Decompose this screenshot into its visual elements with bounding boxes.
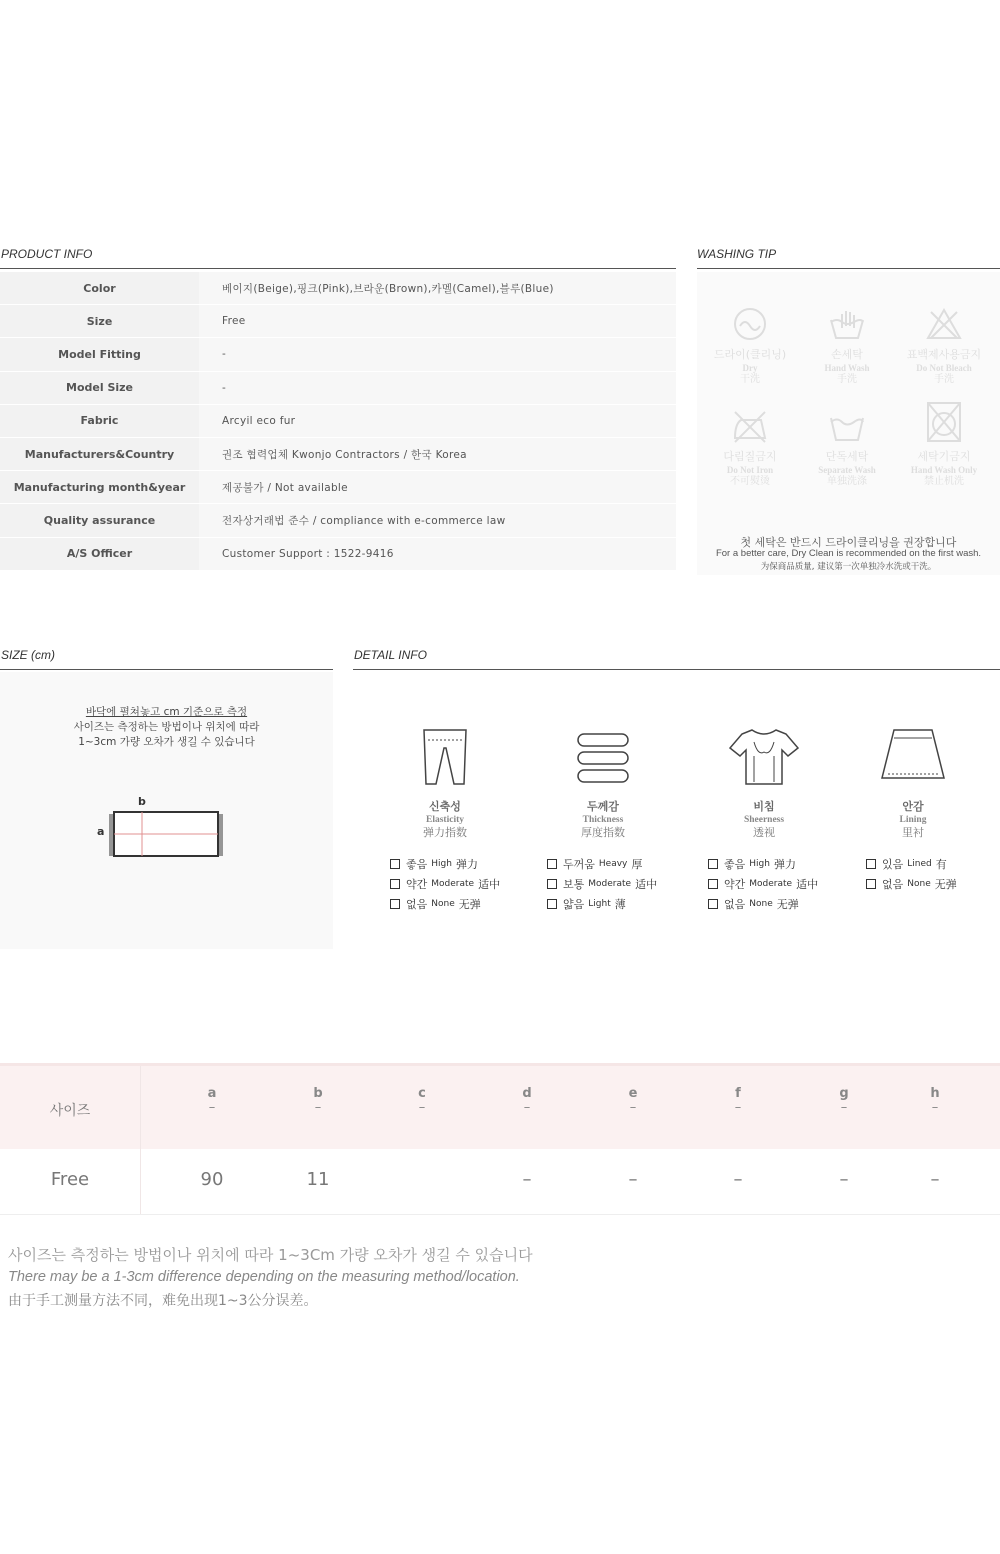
- product-info-value: -: [199, 372, 676, 404]
- product-info-value: Customer Support : 1522-9416: [199, 538, 676, 570]
- wash-label-en: Dry: [742, 363, 758, 373]
- size-table-column-name: c: [418, 1086, 426, 1101]
- detail-label-ko: 두께감: [587, 800, 619, 813]
- size-table-column-header: [288, 1086, 348, 1115]
- detail-label-ko: 비침: [753, 800, 775, 813]
- detail-label-zh: 弹力指数: [423, 826, 467, 839]
- shirt-icon: [728, 726, 800, 788]
- size-table-row: [0, 1149, 1000, 1215]
- scarf-diagram-icon: [108, 810, 224, 860]
- detail-label-zh: 厚度指数: [581, 826, 625, 839]
- product-info-row: [0, 438, 676, 471]
- product-info-label: Manufacturing month&year: [0, 471, 199, 503]
- size-table-cell: –: [839, 1169, 849, 1190]
- product-info-label: A/S Officer: [0, 538, 199, 570]
- product-info-label: Fabric: [0, 405, 199, 437]
- size-diagram-label-b: b: [138, 795, 146, 808]
- option-zh: 弹力: [455, 858, 478, 871]
- layers-icon: [576, 726, 630, 788]
- option-en: High: [431, 859, 452, 869]
- option-en: Light: [588, 899, 611, 909]
- product-info-label: Size: [0, 305, 199, 337]
- no-bleach-icon: [925, 306, 963, 342]
- option-en: None: [907, 879, 931, 889]
- product-info-value: 베이지(Beige),핑크(Pink),브라운(Brown),카멜(Camel),블루(Blue): [199, 272, 676, 304]
- wash-label-ko: 표백제사용금지: [906, 348, 982, 361]
- wash-label-zh: 干洗: [740, 374, 760, 385]
- checkbox-icon: [390, 879, 400, 889]
- product-info-value: 전자상거래법 준수 / compliance with e-commerce law: [199, 504, 676, 536]
- size-table-column-header: [392, 1086, 452, 1115]
- size-table-column-dash: –: [629, 1100, 637, 1115]
- size-table-cell: –: [628, 1169, 638, 1190]
- wash-label-en: Hand Wash: [824, 363, 870, 373]
- checkbox-icon: [547, 879, 557, 889]
- size-table-divider: [140, 1149, 141, 1214]
- option-zh: 无弹: [934, 878, 957, 891]
- product-info-row: [0, 504, 676, 537]
- wash-label-zh: 手洗: [837, 374, 857, 385]
- option-elasticity-moderate[interactable]: [390, 876, 500, 892]
- option-en: Moderate: [431, 879, 475, 889]
- wash-label-zh: 不可熨烫: [730, 476, 770, 487]
- option-elasticity-high[interactable]: [390, 856, 478, 872]
- size-table-column-header: [182, 1086, 242, 1115]
- detail-label-ko: 신축성: [429, 800, 461, 813]
- size-table-header-label: 사이즈: [49, 1103, 91, 1119]
- option-zh: 适中: [635, 878, 658, 891]
- size-table-column-name: e: [628, 1086, 638, 1101]
- detail-label-en: Lining: [899, 815, 927, 825]
- wash-label-en: Do Not Iron: [726, 465, 774, 475]
- detail-label-en: Elasticity: [426, 815, 464, 825]
- wash-note-zh: 为保商品质量, 建议第一次单独冷水洗或干洗。: [760, 562, 937, 572]
- option-en: None: [431, 899, 455, 909]
- option-en: Moderate: [749, 879, 793, 889]
- option-sheerness-none[interactable]: [708, 896, 799, 912]
- wash-label-zh: 单独洗涤: [827, 476, 867, 487]
- size-table-column-dash: –: [931, 1100, 939, 1115]
- option-ko: 없음: [724, 898, 746, 911]
- washing-tip-box: [697, 272, 1000, 575]
- product-info-row: [0, 405, 676, 438]
- option-thickness-moderate[interactable]: [547, 876, 657, 892]
- product-info-row: [0, 372, 676, 405]
- option-ko: 두꺼움: [563, 858, 595, 871]
- option-ko: 없음: [406, 898, 428, 911]
- product-info-row: [0, 272, 676, 305]
- product-info-title: PRODUCT INFO: [1, 247, 93, 261]
- footer-note-en: There may be a 1-3cm difference depending on the measuring method/location.: [8, 1269, 520, 1285]
- detail-lining: [838, 726, 988, 840]
- product-info-value: 제공불가 / Not available: [199, 471, 676, 503]
- option-zh: 适中: [796, 878, 819, 891]
- wash-label-zh: 手洗: [934, 374, 954, 385]
- size-table-cell: –: [930, 1169, 940, 1190]
- checkbox-icon: [390, 899, 400, 909]
- option-zh: 薄: [614, 898, 626, 911]
- wash-label-en: Do Not Bleach: [916, 363, 972, 373]
- size-table: [0, 1063, 1000, 1215]
- wash-label-ko: 손세탁: [831, 348, 863, 361]
- checkbox-icon: [708, 879, 718, 889]
- dry-clean-icon: [732, 306, 768, 342]
- option-zh: 厚: [631, 858, 643, 871]
- skirt-icon: [878, 726, 948, 788]
- product-info-value: -: [199, 338, 676, 370]
- detail-label-zh: 透视: [753, 826, 775, 839]
- separate-wash-icon: [828, 408, 866, 444]
- option-ko: 얇음: [563, 898, 585, 911]
- size-rule: [0, 669, 333, 670]
- wash-item-separate: [797, 408, 897, 488]
- size-table-column-header: [497, 1086, 557, 1115]
- hand-wash-only-icon: [924, 400, 964, 444]
- detail-label-en: Sheerness: [743, 815, 785, 825]
- size-table-column-header: [814, 1086, 874, 1115]
- product-info-label: Quality assurance: [0, 504, 199, 536]
- wash-item-hand: [797, 306, 897, 386]
- product-info-table: [0, 272, 676, 571]
- wash-label-en: Separate Wash: [818, 465, 876, 475]
- hand-wash-icon: [828, 306, 866, 342]
- size-table-column-name: b: [313, 1086, 323, 1101]
- size-table-column-name: h: [930, 1086, 940, 1101]
- option-lining-lined[interactable]: [866, 856, 947, 872]
- size-table-column-dash: –: [840, 1100, 848, 1115]
- wash-note-en: For a better care, Dry Clean is recommended on the first wash.: [715, 548, 982, 559]
- option-ko: 좋음: [724, 858, 746, 871]
- product-info-label: Color: [0, 272, 199, 304]
- checkbox-icon: [390, 859, 400, 869]
- wash-label-ko: 드라이(클리닝): [713, 348, 787, 361]
- detail-thickness: [528, 726, 678, 840]
- option-elasticity-none[interactable]: [390, 896, 481, 912]
- option-sheerness-high[interactable]: [708, 856, 796, 872]
- product-info-value: 권조 협력업체 Kwonjo Contractors / 한국 Korea: [199, 438, 676, 470]
- option-en: Lined: [907, 859, 932, 869]
- wash-label-ko: 세탁기금지: [917, 450, 971, 463]
- checkbox-icon: [547, 899, 557, 909]
- washing-tip-title: WASHING TIP: [697, 247, 777, 261]
- product-info-rule: [0, 268, 676, 269]
- washing-tip-rule: [697, 268, 1000, 269]
- size-table-column-name: f: [735, 1086, 741, 1101]
- option-zh: 适中: [478, 878, 501, 891]
- no-iron-icon: [731, 408, 769, 444]
- detail-elasticity: [370, 726, 520, 840]
- detail-info-rule: [353, 669, 1000, 670]
- size-table-column-header: [603, 1086, 663, 1115]
- size-note-line3: 1~3cm 가량 오차가 생길 수 있습니다: [78, 736, 255, 748]
- checkbox-icon: [708, 859, 718, 869]
- size-title: SIZE (cm): [1, 648, 55, 662]
- product-info-row: [0, 305, 676, 338]
- product-info-row: [0, 471, 676, 504]
- option-en: High: [749, 859, 770, 869]
- wash-item-iron: [700, 408, 800, 488]
- product-info-value: Arcyil eco fur: [199, 405, 676, 437]
- wash-note-ko: 첫 세탁은 반드시 드라이클리닝을 권장합니다: [740, 536, 957, 549]
- size-table-row-label: Free: [50, 1169, 90, 1190]
- size-table-column-dash: –: [523, 1100, 531, 1115]
- checkbox-icon: [866, 859, 876, 869]
- size-table-column-dash: –: [208, 1100, 216, 1115]
- product-info-value: Free: [199, 305, 676, 337]
- pants-icon: [420, 726, 470, 788]
- size-table-column-name: g: [839, 1086, 849, 1101]
- option-zh: 有: [935, 858, 947, 871]
- option-zh: 无弹: [458, 898, 481, 911]
- size-table-column-name: a: [207, 1086, 217, 1101]
- option-lining-none[interactable]: [866, 876, 957, 892]
- size-table-cell: 11: [306, 1169, 330, 1190]
- footer-note-ko: 사이즈는 측정하는 방법이나 위치에 따라 1~3Cm 가량 오차가 생길 수 있습니다: [8, 1246, 533, 1264]
- detail-label-zh: 里衬: [902, 826, 924, 839]
- detail-sheerness: [689, 726, 839, 840]
- wash-label-en: Hand Wash Only: [910, 465, 978, 475]
- detail-label-en: Thickness: [582, 815, 624, 825]
- size-box: [0, 672, 333, 949]
- checkbox-icon: [547, 859, 557, 869]
- product-info-label: Model Fitting: [0, 338, 199, 370]
- size-diagram-label-a: a: [97, 825, 105, 838]
- option-ko: 약간: [724, 878, 746, 891]
- option-en: Heavy: [598, 859, 628, 869]
- option-thickness-light[interactable]: [547, 896, 626, 912]
- size-table-cell: –: [733, 1169, 743, 1190]
- option-sheerness-moderate[interactable]: [708, 876, 818, 892]
- product-info-label: Manufacturers&Country: [0, 438, 199, 470]
- size-table-column-header: [905, 1086, 965, 1115]
- product-info-row: [0, 338, 676, 371]
- size-table-divider: [140, 1066, 141, 1149]
- option-ko: 보통: [563, 878, 585, 891]
- detail-info-title: DETAIL INFO: [354, 648, 427, 662]
- size-note-line1: 바닥에 펼쳐놓고 cm 기준으로 측정: [85, 706, 248, 718]
- wash-label-ko: 단독세탁: [825, 450, 869, 463]
- size-table-header: [0, 1063, 1000, 1149]
- size-table-cell: 90: [200, 1169, 224, 1190]
- option-thickness-heavy[interactable]: [547, 856, 642, 872]
- wash-label-ko: 다림질금지: [723, 450, 777, 463]
- footer-note-zh: 由于手工测量方法不同，难免出现1~3公分误差。: [8, 1293, 318, 1309]
- size-table-cell: –: [522, 1169, 532, 1190]
- size-table-column-dash: –: [418, 1100, 426, 1115]
- option-ko: 약간: [406, 878, 428, 891]
- product-info-row: [0, 538, 676, 571]
- wash-item-machine: [894, 400, 994, 488]
- option-ko: 좋음: [406, 858, 428, 871]
- option-en: None: [749, 899, 773, 909]
- option-en: Moderate: [588, 879, 632, 889]
- option-ko: 없음: [882, 878, 904, 891]
- product-info-label: Model Size: [0, 372, 199, 404]
- wash-item-dry: [700, 306, 800, 386]
- option-ko: 있음: [882, 858, 904, 871]
- wash-item-bleach: [894, 306, 994, 386]
- size-table-column-dash: –: [734, 1100, 742, 1115]
- wash-label-zh: 禁止机洗: [924, 476, 964, 487]
- size-table-column-header: [708, 1086, 768, 1115]
- option-zh: 弹力: [773, 858, 796, 871]
- checkbox-icon: [708, 899, 718, 909]
- detail-label-ko: 안감: [902, 800, 924, 813]
- option-zh: 无弹: [776, 898, 799, 911]
- checkbox-icon: [866, 879, 876, 889]
- size-table-column-name: d: [522, 1086, 532, 1101]
- size-note-line2: 사이즈는 측정하는 방법이나 위치에 따라: [73, 721, 260, 733]
- size-table-column-dash: –: [314, 1100, 322, 1115]
